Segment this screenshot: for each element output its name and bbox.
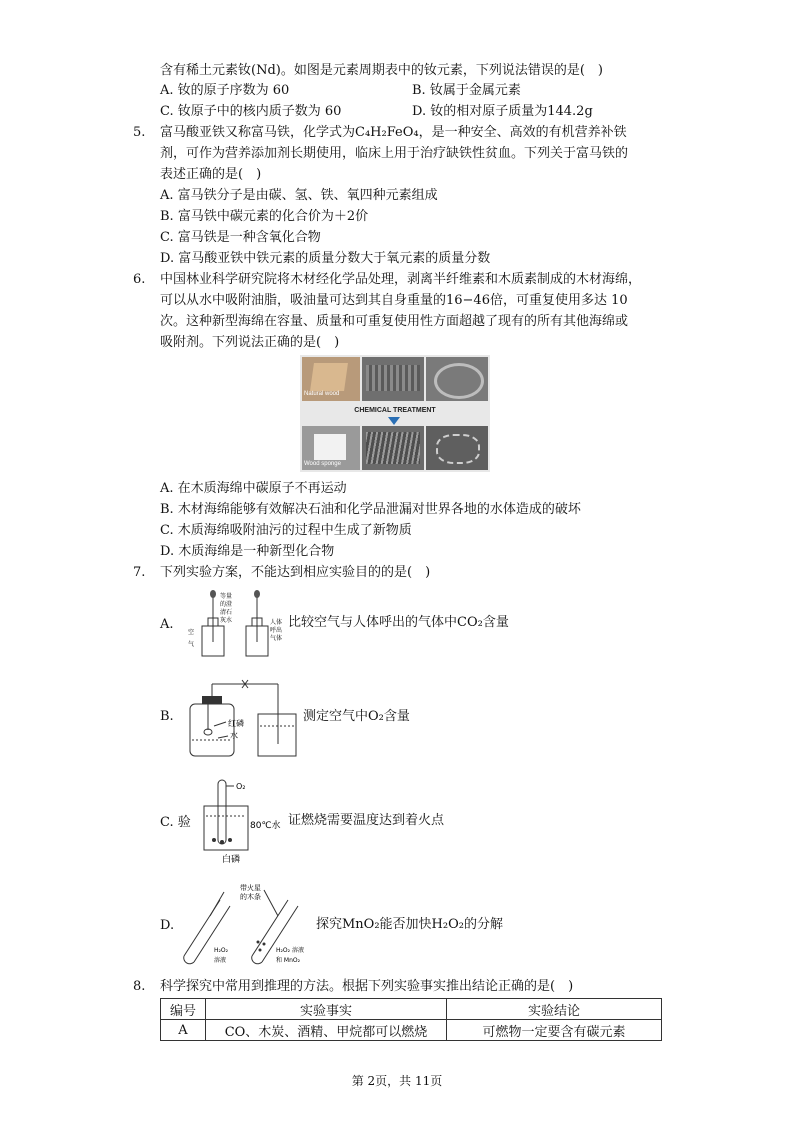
wood-sponge-label: Wood sponge (304, 461, 341, 467)
q6-option-a: A. 在木质海绵中碳原子不再运动 (160, 481, 347, 496)
q4-stem: 含有稀土元素钕(Nd)。如图是元素周期表中的钕元素，下列说法错误的是( ) (160, 63, 603, 78)
q6-number: 6. (133, 272, 146, 287)
q6-stem-line-4: 吸附剂。下列说法正确的是( ) (160, 335, 340, 350)
fig-a-label-2: 的澄 (220, 601, 233, 608)
q6-option-c: C. 木质海绵吸附油污的过程中生成了新物质 (160, 523, 412, 538)
fig-c-label-2: 80℃水 (250, 821, 281, 831)
table-header-cell: 实验事实 (206, 999, 447, 1020)
table-header-cell: 编号 (161, 999, 206, 1020)
table-cell: CO、木炭、酒精、甲烷都可以燃烧 (206, 1020, 447, 1041)
q7-stem: 下列实验方案，不能达到相应实验目的的是( ) (160, 565, 431, 580)
fig-a-label-3: 清石 (220, 609, 233, 616)
fig-d-label-1: 带火星 (240, 884, 261, 892)
q7-option-d-letter: D. (160, 918, 175, 933)
q6-stem-line-1: 中国林业科学研究院将木材经化学品处理，剥离半纤维素和木质素制成的木材海绵， (160, 272, 642, 287)
q4-option-c: C. 钕原子中的核内质子数为 60 (160, 104, 342, 119)
fig-d-label-2: 的木条 (240, 893, 261, 901)
chemical-treatment-label: CHEMICAL TREATMENT (354, 407, 436, 414)
fig-b-label-1: 红磷 (228, 719, 244, 728)
fig-a-label-4: 灰水 (220, 617, 233, 624)
wood-sponge-micrograph-2 (426, 426, 488, 470)
q8-table (160, 998, 662, 1041)
wood-sponge-figure (300, 355, 490, 472)
page-footer: 第 2页，共 11页 (351, 1074, 443, 1088)
q5-number: 5. (133, 125, 146, 140)
fig-d-label-5: H₂O₂ 溶液 (276, 947, 304, 954)
fig-d-label-4: 溶液 (214, 957, 227, 964)
table-cell: A (161, 1020, 206, 1041)
natural-wood-micrograph-1 (362, 357, 424, 401)
q5-option-d: D. 富马酸亚铁中铁元素的质量分数大于氧元素的质量分数 (160, 251, 491, 266)
q7-number: 7. (133, 565, 146, 580)
q7-option-c-letter: C. 验 (160, 815, 191, 830)
q7-option-a-letter: A. (160, 617, 174, 632)
fig-d-label-3: H₂O₂ (214, 947, 229, 954)
down-arrow-icon (388, 417, 400, 425)
table-row (161, 1020, 662, 1041)
fig-b-label-2: 水 (230, 731, 238, 740)
co2-comparison-apparatus (182, 588, 288, 664)
fig-a-label-7: 气体 (270, 635, 283, 642)
q6-stem-line-2: 可以从水中吸附油脂，吸油量可达到其自身重量的16−46倍，可重复使用多达 10 (160, 293, 628, 308)
q7-option-b-text: 测定空气中O₂含量 (303, 709, 410, 724)
q6-option-b: B. 木材海绵能够有效解决石油和化学品泄漏对世界各地的水体造成的破坏 (160, 502, 581, 517)
q6-option-d: D. 木质海绵是一种新型化合物 (160, 544, 335, 559)
fig-a-label-1: 等量 (220, 593, 233, 600)
q5-stem-line-3: 表述正确的是( ) (160, 167, 262, 182)
fig-d-label-6: 和 MnO₂ (276, 957, 301, 964)
q4-option-a: A. 钕的原子序数为 60 (160, 83, 290, 98)
table-header-cell: 实验结论 (447, 999, 662, 1020)
fig-a-label-6: 呼出 (270, 627, 283, 634)
wood-sponge-micrograph-1 (362, 426, 424, 470)
q4-option-d: D. 钕的相对原子质量为144.2g (412, 104, 593, 119)
q4-option-b: B. 钕属于金属元素 (412, 83, 521, 98)
table-cell: 可燃物一定要含有碳元素 (447, 1020, 662, 1041)
q7-option-a-text: 比较空气与人体呼出的气体中CO₂含量 (288, 615, 509, 630)
table-header-row (161, 999, 662, 1020)
combustion-temperature-apparatus (200, 776, 286, 866)
q7-option-b-letter: B. (160, 709, 174, 724)
q7-option-c-text: 证燃烧需要温度达到着火点 (288, 813, 445, 828)
oxygen-measurement-apparatus (182, 674, 298, 760)
natural-wood-label: Natural wood (304, 391, 340, 397)
fig-c-label-1: O₂ (236, 782, 246, 791)
fig-a-label-9: 气 (188, 641, 195, 648)
q5-option-b: B. 富马铁中碳元素的化合价为＋2价 (160, 209, 369, 224)
catalyst-apparatus (178, 880, 310, 972)
q7-option-d-text: 探究MnO₂能否加快H₂O₂的分解 (316, 917, 503, 932)
fig-c-label-3: 白磷 (222, 855, 241, 865)
q6-stem-line-3: 次。这种新型海绵在容量、质量和可重复使用性方面超越了现有的所有其他海绵或 (160, 314, 629, 329)
q5-option-c: C. 富马铁是一种含氧化合物 (160, 230, 321, 245)
q5-stem-line-2: 剂，可作为营养添加剂长期使用，临床上用于治疗缺铁性贫血。下列关于富马铁的 (160, 146, 629, 161)
q8-number: 8. (133, 979, 146, 994)
q8-stem: 科学探究中常用到推理的方法。根据下列实验事实推出结论正确的是( ) (160, 979, 574, 994)
q5-stem-line-1: 富马酸亚铁又称富马铁，化学式为C₄H₂FeO₄，是一种安全、高效的有机营养补铁 (160, 125, 627, 140)
fig-a-label-8: 空 (188, 629, 195, 636)
natural-wood-micrograph-2 (426, 357, 488, 401)
fig-a-label-5: 人体 (270, 619, 283, 626)
q5-option-a: A. 富马铁分子是由碳、氢、铁、氧四种元素组成 (160, 188, 438, 203)
